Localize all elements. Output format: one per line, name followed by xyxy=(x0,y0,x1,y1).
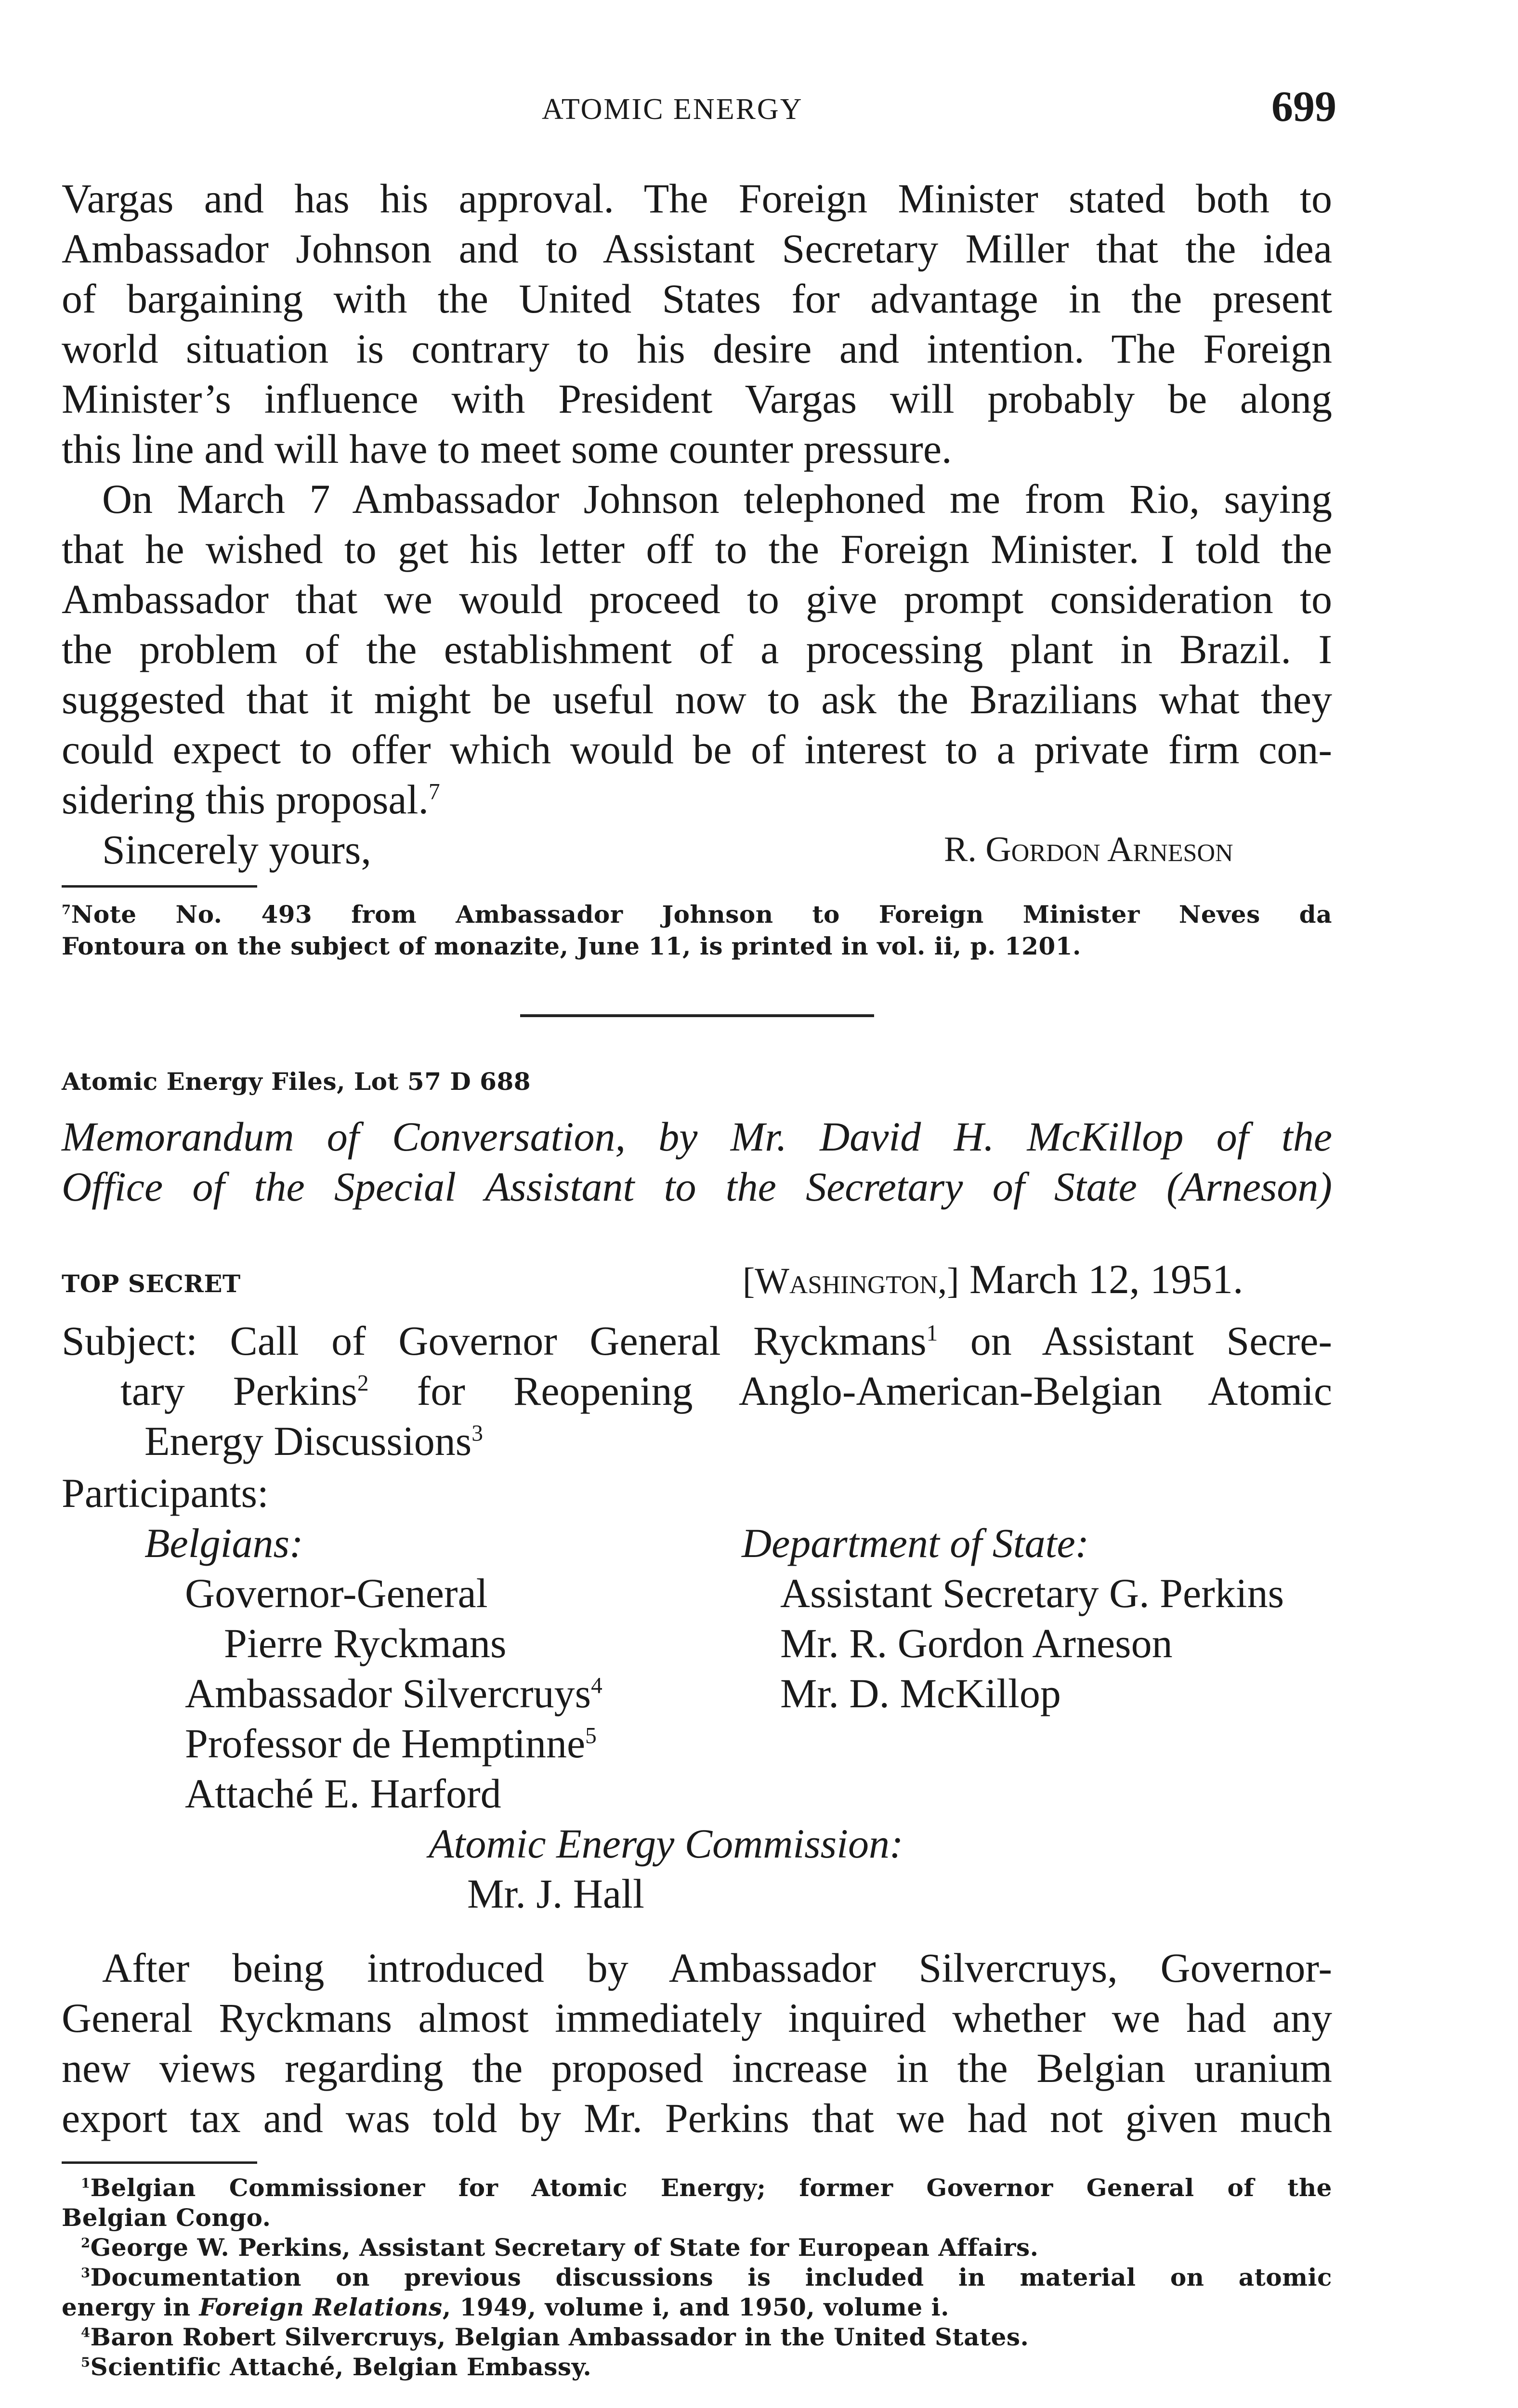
footnote-3: $^3$Documentation on previous discussions is included in material on atomic xyxy=(81,2263,1332,2291)
footnote-ref: 5 xyxy=(585,1723,597,1749)
text-line: General Ryckmans almost immediately inquired whether we had any xyxy=(62,1995,1332,2041)
subject-text: Call of Governor General Ryckmans xyxy=(230,1318,927,1364)
footnote-3-cont: energy in Foreign Relations, 1949, volume i, and 1950, volume i. xyxy=(62,2293,950,2321)
text-line: world situation is contrary to his desire and intention. The Foreign xyxy=(62,326,1332,372)
text-line: Vargas and has his approval. The Foreign Minister stated both to xyxy=(62,175,1332,222)
signature: R. Gordon Arneson xyxy=(944,830,1233,869)
footnote-ref: 1 xyxy=(926,1321,938,1346)
closing: Sincerely yours, xyxy=(102,826,371,873)
footnote-ref: 4 xyxy=(591,1673,602,1699)
participant: Attaché E. Harford xyxy=(185,1770,501,1817)
text-line-content: sidering this proposal. xyxy=(62,776,429,823)
text-line xyxy=(62,774,1332,824)
text-line: export tax and was told by Mr. Perkins that we had not given much xyxy=(62,2095,1332,2141)
subject-block xyxy=(62,1316,1332,1466)
date: March 12, 1951. xyxy=(969,1256,1243,1302)
footnote-text: Note No. 493 from Ambassador Johnson to Foreign Minister Neves da xyxy=(71,900,1332,929)
letter-paragraph-1 xyxy=(62,173,1332,474)
footnote-2: $^2$George W. Perkins, Assistant Secretary of State for European Affairs. xyxy=(81,2233,1039,2262)
memo-paragraph xyxy=(62,1943,1332,2143)
subject-line-2 xyxy=(62,1366,1332,1416)
place: [Washington,] xyxy=(743,1261,959,1301)
footnotes-block xyxy=(62,2173,1332,2382)
letter-paragraph-2 xyxy=(62,474,1332,824)
belgians-heading: Belgians: xyxy=(144,1520,303,1566)
dateline xyxy=(743,1255,1243,1303)
participant: Professor de Hemptinne$^5$ xyxy=(185,1720,597,1767)
subject-label: Subject: xyxy=(62,1318,197,1364)
participant: Pierre Ryckmans xyxy=(224,1620,507,1666)
footnote-marker: 7 xyxy=(62,902,71,918)
text-line: Minister’s influence with President Vargas will probably be along xyxy=(62,376,1332,422)
participant: Mr. D. McKillop xyxy=(780,1670,1061,1716)
participant: Ambassador Silvercruys$^4$ xyxy=(185,1670,602,1716)
text-line: suggested that it might be useful now to ask the Brazilians what they xyxy=(62,676,1332,722)
participants-label: Participants: xyxy=(62,1470,269,1516)
text-line: new views regarding the proposed increase in the Belgian uranium xyxy=(62,2045,1332,2091)
aec-heading: Atomic Energy Commission: xyxy=(429,1820,903,1867)
subject-line-1 xyxy=(62,1316,1332,1366)
subject-text: on Assistant Secre- xyxy=(970,1318,1333,1364)
participant: Assistant Secretary G. Perkins xyxy=(780,1570,1284,1616)
subject-text: Energy Discussions xyxy=(144,1418,472,1464)
state-column xyxy=(742,1518,1284,1718)
subject-text: for Reopening Anglo-American-Belgian Atomic xyxy=(417,1368,1333,1414)
text-line: that he wished to get his letter off to the Foreign Minister. I told the xyxy=(62,526,1332,572)
footnote-ref: 2 xyxy=(357,1371,369,1396)
participant: Mr. R. Gordon Arneson xyxy=(780,1620,1173,1666)
text-line: Ambassador that we would proceed to give prompt consideration to xyxy=(62,576,1332,622)
text-line: this line and will have to meet some counter pressure. xyxy=(62,426,952,472)
subject-line-3 xyxy=(62,1416,1332,1466)
footnote-line: Fontoura on the subject of monazite, June 11, is printed in vol. ii, p. 1201. xyxy=(62,932,1081,960)
title-line: Memorandum of Conversation, by Mr. David H. McKillop of the xyxy=(62,1113,1332,1160)
classification: TOP SECRET xyxy=(62,1269,241,1298)
footnote-rule xyxy=(62,885,257,888)
text-line: On March 7 Ambassador Johnson telephoned me from Rio, saying xyxy=(102,476,1332,522)
participant: Governor-General xyxy=(185,1570,488,1616)
footnote-rule xyxy=(62,2161,257,2164)
text-line: After being introduced by Ambassador Silvercruys, Governor- xyxy=(102,1945,1332,1991)
title-line: Office of the Special Assistant to the Secretary of State (Arneson) xyxy=(62,1164,1332,1210)
footnote-7 xyxy=(62,899,1332,962)
aec-participant: Mr. J. Hall xyxy=(467,1871,644,1917)
text-line: Ambassador Johnson and to Assistant Secretary Miller that the idea xyxy=(62,225,1332,272)
state-heading: Department of State: xyxy=(742,1520,1089,1566)
footnote-1: $^1$Belgian Commissioner for Atomic Energy; former Governor General of the xyxy=(81,2173,1332,2202)
footnote-line xyxy=(62,899,1332,930)
footnote-5: $^5$Scientific Attaché, Belgian Embassy. xyxy=(81,2353,592,2381)
footnote-ref: 3 xyxy=(471,1421,483,1446)
running-title: ATOMIC ENERGY xyxy=(542,93,803,126)
belgians-column xyxy=(144,1518,602,1819)
footnote-ref: 7 xyxy=(429,779,440,805)
document-title xyxy=(62,1112,1332,1212)
section-divider xyxy=(520,1014,874,1017)
text-line: the problem of the establishment of a processing plant in Brazil. I xyxy=(62,626,1332,672)
source-file: Atomic Energy Files, Lot 57 D 688 xyxy=(62,1067,531,1096)
page-number: 699 xyxy=(1271,83,1336,131)
text-line: of bargaining with the United States for advantage in the present xyxy=(62,275,1332,322)
subject-text: tary Perkins xyxy=(120,1368,357,1414)
footnote-4: $^4$Baron Robert Silvercruys, Belgian Ambassador in the United States. xyxy=(81,2323,1029,2351)
text-line: could expect to offer which would be of interest to a private firm con- xyxy=(62,726,1332,772)
footnote-1-cont: Belgian Congo. xyxy=(62,2203,271,2232)
